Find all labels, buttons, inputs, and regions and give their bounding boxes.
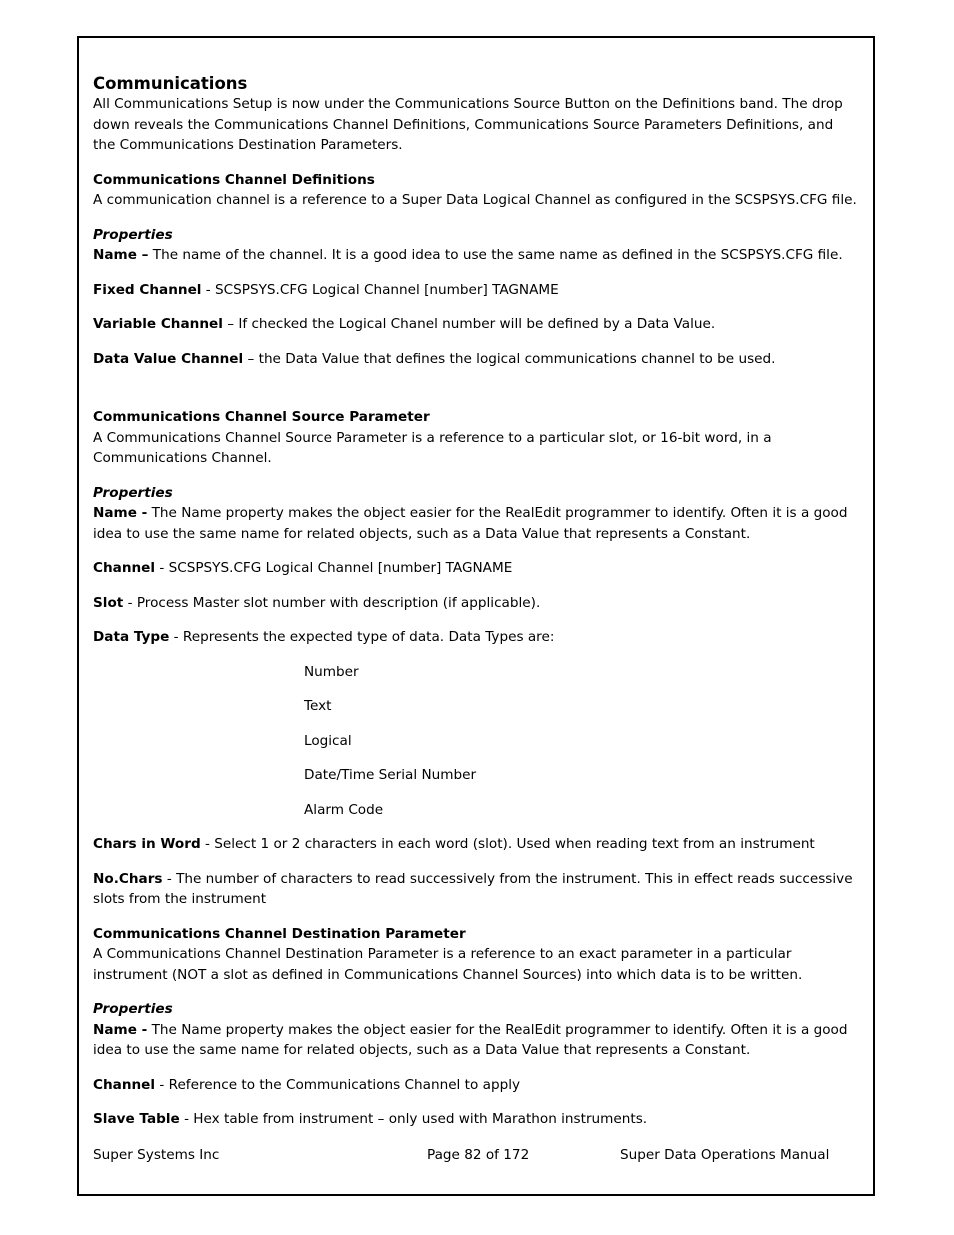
property-item	[93, 627, 858, 648]
property-term: Variable Channel	[93, 316, 223, 332]
section-heading-source-parameter: Communications Channel Source Parameter	[93, 409, 430, 425]
property-desc: - SCSPSYS.CFG Logical Channel [number] TAGNAME	[201, 281, 559, 298]
data-type-item: Logical	[304, 732, 352, 749]
data-type-item: Number	[304, 663, 359, 680]
property-item	[93, 314, 858, 335]
property-desc: The Name property makes the object easier for the RealEdit programmer to identify. Often it is a good idea to use the same name for related objects, such as a Data Value that represents a Constant.	[93, 1021, 848, 1058]
properties-label: Properties	[93, 226, 173, 243]
property-desc: - Hex table from instrument – only used with Marathon instruments.	[179, 1111, 648, 1127]
properties-label: Properties	[93, 484, 173, 501]
property-desc: – the Data Value that defines the logical communications channel to be used.	[243, 350, 776, 367]
property-term: Slave Table	[93, 1111, 180, 1127]
property-term: Name –	[93, 247, 149, 263]
data-type-item: Date/Time Serial Number	[304, 767, 477, 783]
document-body	[93, 73, 858, 1130]
property-term: Chars in Word	[93, 836, 201, 852]
property-item	[93, 503, 858, 544]
property-term: Name -	[93, 505, 148, 521]
property-desc: The name of the channel. It is a good idea to use the same name as defined in the SCSPSYS.CFG file.	[148, 247, 843, 263]
source-parameter-intro: A Communications Channel Source Parameter is a reference to a particular slot, or 16-bit word, in a Communications Channel.	[93, 429, 772, 466]
property-term: Slot	[93, 594, 124, 611]
property-term: Name -	[93, 1021, 148, 1038]
property-item	[93, 280, 858, 301]
property-desc: - SCSPSYS.CFG Logical Channel [number] TAGNAME	[155, 560, 513, 576]
property-term: Channel	[93, 1076, 156, 1093]
communications-intro: All Communications Setup is now under the Communications Source Button on the Definitions band. The drop down reveals the Communications Channel Definitions, Communications Source Parameters Definitions, and the Communications Destination Parameters.	[93, 96, 843, 153]
footer-company: Super Systems Inc	[93, 1147, 220, 1163]
property-item	[93, 1075, 858, 1096]
data-type-item: Text	[304, 698, 332, 714]
property-item	[93, 1109, 858, 1130]
property-item	[93, 834, 858, 855]
footer-page-number: Page 82 of 172	[427, 1147, 530, 1163]
section-heading-destination-parameter: Communications Channel Destination Parameter	[93, 925, 466, 942]
property-desc: - Process Master slot number with description (if applicable).	[123, 594, 541, 611]
property-desc: - The number of characters to read successively from the instrument. This in effect reads successive slots from the instrument	[93, 870, 853, 907]
property-desc: - Select 1 or 2 characters in each word (slot). Used when reading text from an instrument	[200, 836, 815, 852]
property-term: Channel	[93, 560, 156, 576]
property-item	[93, 1020, 858, 1061]
property-term: Data Value Channel	[93, 350, 244, 367]
property-term: No.Chars	[93, 870, 163, 887]
data-type-item: Alarm Code	[304, 801, 384, 818]
section-heading-communications: Communications	[93, 74, 248, 93]
property-item	[93, 558, 858, 579]
property-desc: - Reference to the Communications Channel to apply	[155, 1076, 521, 1093]
destination-parameter-intro: A Communications Channel Destination Parameter is a reference to an exact parameter in a particular instrument (NOT a slot as defined in Communications Channel Sources) into which data is to be written.	[93, 946, 803, 983]
property-term: Data Type	[93, 629, 170, 645]
property-item	[93, 593, 858, 614]
property-item	[93, 349, 858, 370]
property-item	[93, 245, 858, 266]
property-desc: The Name property makes the object easier for the RealEdit programmer to identify. Often it is a good idea to use the same name for related objects, such as a Data Value that represents a Constant.	[93, 505, 848, 542]
section-heading-channel-definitions: Communications Channel Definitions	[93, 171, 375, 188]
property-desc: – If checked the Logical Chanel number will be defined by a Data Value.	[222, 316, 716, 332]
property-term: Fixed Channel	[93, 281, 202, 298]
footer-manual-title: Super Data Operations Manual	[620, 1147, 830, 1163]
page-footer	[93, 1145, 858, 1165]
properties-label: Properties	[93, 1001, 173, 1017]
property-desc: - Represents the expected type of data. Data Types are:	[169, 629, 555, 645]
property-item	[93, 869, 858, 910]
channel-definitions-intro: A communication channel is a reference to a Super Data Logical Channel as configured in the SCSPSYS.CFG file.	[93, 192, 857, 208]
